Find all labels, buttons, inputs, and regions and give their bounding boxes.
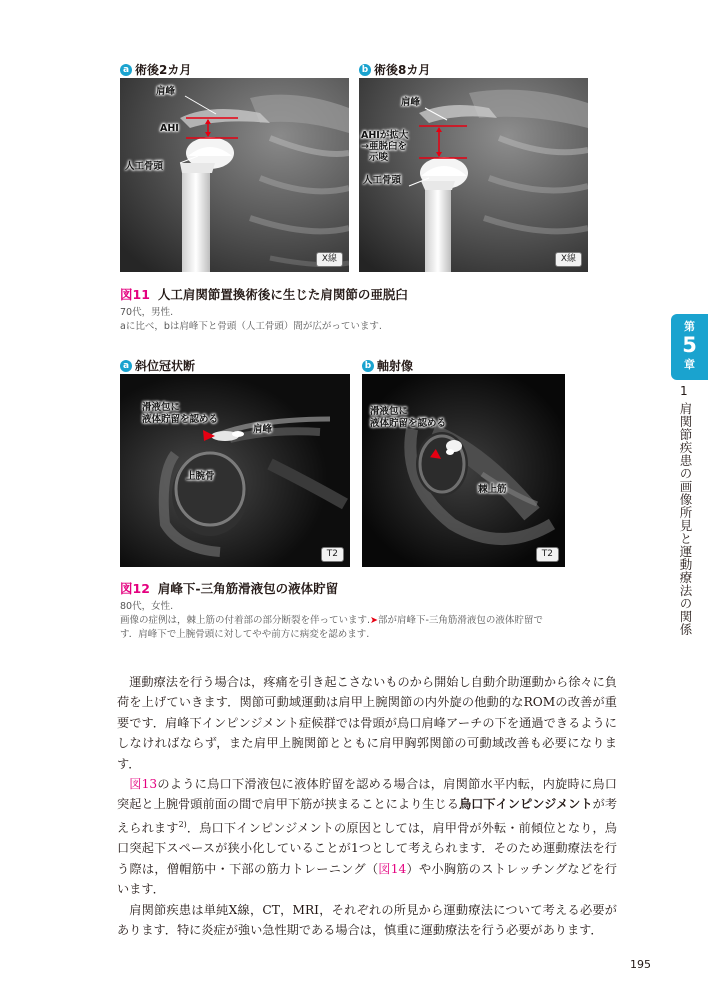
paragraph-3: 肩関節疾患は単純X線，CT，MRI，それぞれの所見から運動療法について考える必要があります．特に炎症が強い急性期である場合は，慎重に運動療法を行う必要があります． <box>117 902 617 937</box>
annotation-bursa-line2: 液体貯留を認める <box>370 418 447 429</box>
xray-drawing <box>120 78 349 272</box>
panel-badge: b <box>359 64 371 76</box>
figure-number: 図11 <box>120 287 150 302</box>
xray-image-a <box>120 78 349 272</box>
annotation-bursa-line1: 滑液包に <box>370 406 409 417</box>
mri-image-b <box>362 374 565 567</box>
panel-badge: b <box>362 360 374 372</box>
annotation-prosthesis: 人工骨頭 <box>363 175 402 186</box>
text-run: が考えられます <box>117 797 618 835</box>
fig12-caption-line3: す．肩峰下で上腕骨頭に対してやや前方に病変を認めます. <box>120 629 370 640</box>
fig11-caption-title <box>120 285 408 303</box>
section-title: 肩関節疾患の画像所見と運動療法の関係 <box>678 402 693 636</box>
annotation-bursa-line2: 液体貯留を認める <box>142 414 219 425</box>
section-number: 1 <box>680 384 688 398</box>
annotation-acromion: 肩峰 <box>253 424 273 435</box>
fig12-caption-line2 <box>120 612 543 626</box>
fig11b-label <box>359 61 430 78</box>
fig12-caption-title <box>120 579 338 597</box>
figure-ref-link[interactable]: 図14 <box>378 861 407 876</box>
chapter-prefix: 第 <box>684 320 695 333</box>
figure-number: 図12 <box>120 581 150 596</box>
modality-tag: T2 <box>536 547 559 562</box>
fig11a-label <box>120 61 191 78</box>
annotation-ahi-line2: →亜脱臼を <box>361 141 407 152</box>
fig12a-label <box>120 357 195 374</box>
fig11-caption-line1: 70代，男性. <box>120 307 174 318</box>
xray-image-b <box>359 78 588 272</box>
figure-title: 肩峰下-三角筋滑液包の液体貯留 <box>157 581 339 596</box>
chapter-suffix: 章 <box>684 358 695 371</box>
mri-image-a <box>120 374 350 567</box>
citation-ref: 2) <box>178 819 187 829</box>
caption-text: 画像の症例は，棘上筋の付着部の部分断裂を伴っています. <box>120 615 371 626</box>
bold-term: 烏口下インピンジメント <box>458 797 593 812</box>
text-run: ）や小胸筋のストレッチングなどを行います． <box>117 861 617 897</box>
panel-badge: a <box>120 360 132 372</box>
fig12b-label <box>362 357 413 374</box>
chapter-tab <box>671 314 708 380</box>
panel-label-text: 術後8カ月 <box>374 63 431 77</box>
figure-title: 人工肩関節置換術後に生じた肩関節の亜脱臼 <box>157 287 408 302</box>
red-arrow-icon: ➤ <box>370 615 378 626</box>
chapter-number: 5 <box>682 333 697 357</box>
text-run: ．烏口下インピンジメントの原因としては，肩甲骨が外転・前傾位となり，烏口突起下スペースが狭小化していることが1つとして考えられます．そのため運動療法を行う際は，僧帽筋中・下部の筋力トレーニング（ <box>117 820 617 876</box>
annotation-ahi-line3: 示唆 <box>369 152 389 163</box>
panel-label-text: 斜位冠状断 <box>135 359 196 373</box>
annotation-prosthesis: 人工骨頭 <box>125 161 164 172</box>
text-run: のように烏口下滑液包に液体貯留を認める場合は，肩関節水平内転，内旋時に烏口突起と上腕骨頭前面の間で肩甲下筋が挟まることにより生じる <box>117 777 617 812</box>
panel-badge: a <box>120 64 132 76</box>
fig12-caption-line1: 80代，女性. <box>120 601 174 612</box>
modality-tag: T2 <box>321 547 344 562</box>
paragraph-2 <box>117 774 617 900</box>
panel-label-text: 術後2カ月 <box>135 63 192 77</box>
fig11-caption-line2: aに比べ，bは肩峰下と骨頭（人工骨頭）間が広がっています. <box>120 321 382 332</box>
paragraph-1: 運動療法を行う場合は，疼痛を引き起こさないものから開始し自動介助運動から徐々に負荷を上げていきます．関節可動域運動は肩甲上腕関節の内外旋の他動的なROMの改善が重要です．肩峰下インピンジメント症候群では骨頭が烏口肩峰アーチの下を通過できるようにしなければならず，また肩甲上腕関節とともに肩甲胸郭関節の可動域改善も必要になります． <box>117 675 617 771</box>
body-text <box>117 672 617 940</box>
mri-drawing <box>362 374 565 567</box>
figure-ref-link[interactable]: 図13 <box>129 777 158 792</box>
annotation-bursa-line1: 滑液包に <box>142 402 181 413</box>
modality-tag: X線 <box>555 252 582 267</box>
annotation-supraspinatus: 棘上筋 <box>478 484 507 495</box>
annotation-ahi-line1: AHIが拡大 <box>361 130 409 141</box>
annotation-acromion: 肩峰 <box>401 97 421 108</box>
caption-text: 部が肩峰下-三角筋滑液包の液体貯留で <box>378 615 543 626</box>
annotation-humerus: 上腕骨 <box>186 471 215 482</box>
page-number: 195 <box>630 958 651 971</box>
modality-tag: X線 <box>316 252 343 267</box>
annotation-acromion: 肩峰 <box>156 86 176 97</box>
panel-label-text: 軸射像 <box>377 359 414 373</box>
annotation-ahi: AHI <box>160 123 179 134</box>
